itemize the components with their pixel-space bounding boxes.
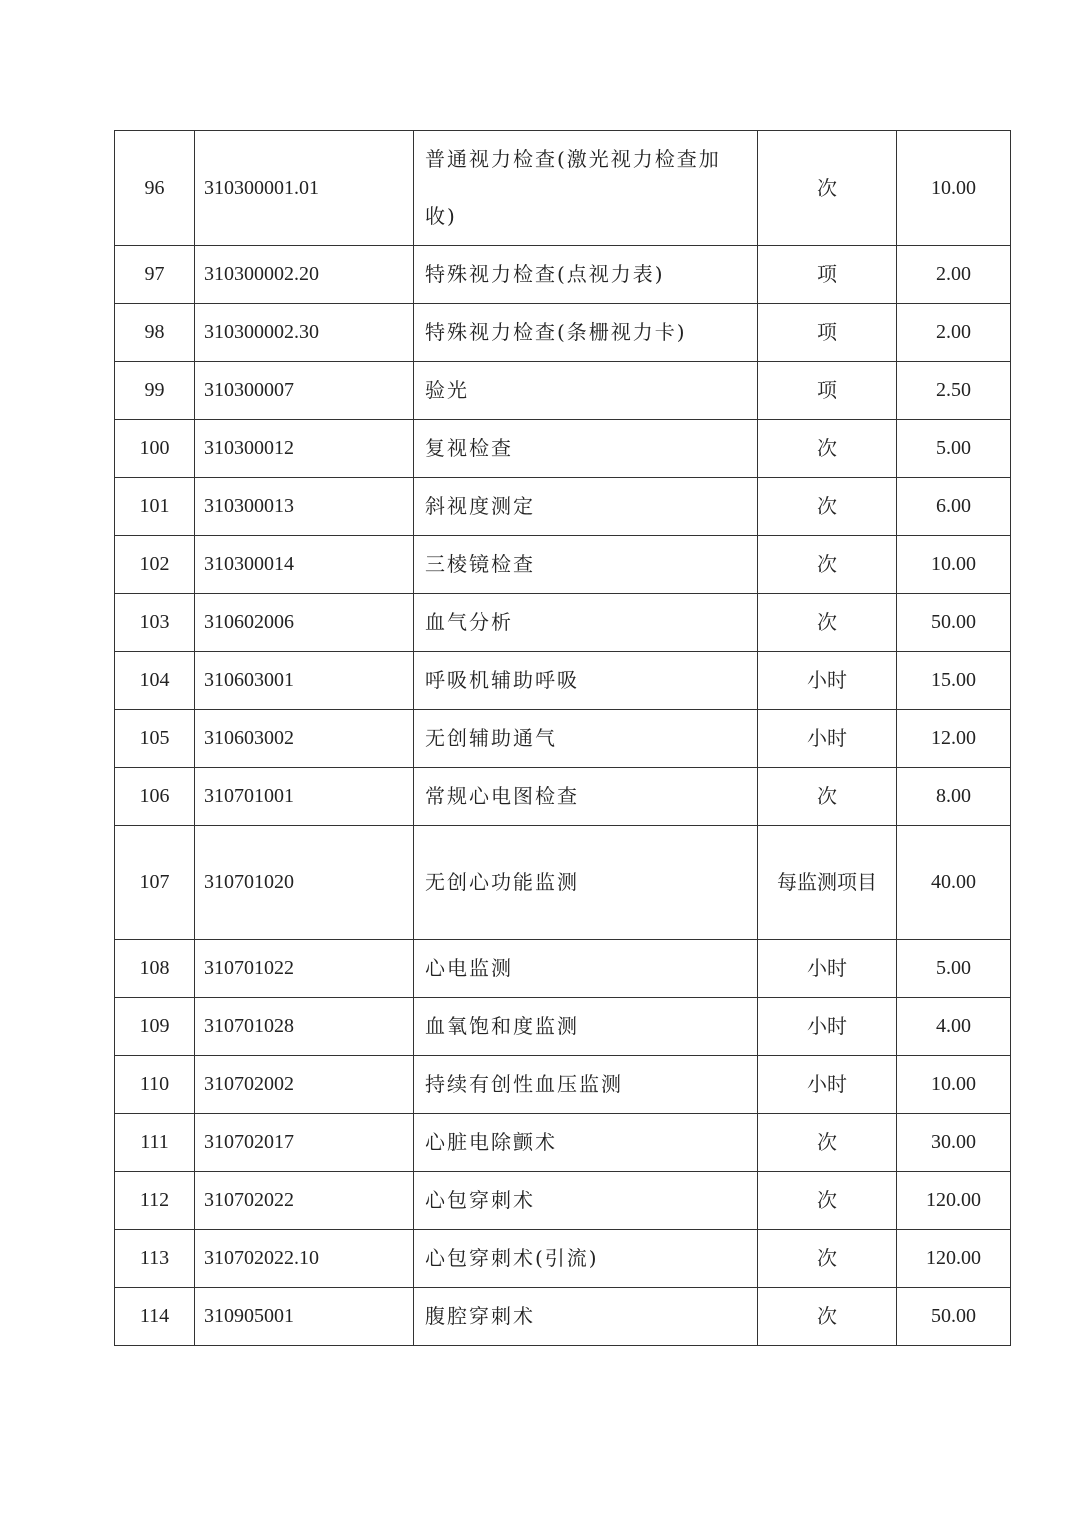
item-name: 血氧饱和度监测 xyxy=(414,998,758,1056)
item-price: 2.00 xyxy=(897,246,1011,304)
item-code: 310300007 xyxy=(195,362,414,420)
item-code: 310701020 xyxy=(195,826,414,940)
item-name: 血气分析 xyxy=(414,594,758,652)
item-unit: 小时 xyxy=(758,998,897,1056)
item-name: 复视检查 xyxy=(414,420,758,478)
item-name: 验光 xyxy=(414,362,758,420)
table-row xyxy=(115,710,1011,768)
table-row xyxy=(115,536,1011,594)
item-price: 5.00 xyxy=(897,420,1011,478)
row-number: 102 xyxy=(115,536,195,594)
table-row xyxy=(115,246,1011,304)
item-price: 10.00 xyxy=(897,1056,1011,1114)
item-unit: 次 xyxy=(758,1288,897,1346)
item-name: 特殊视力检查(点视力表) xyxy=(414,246,758,304)
item-unit: 小时 xyxy=(758,652,897,710)
item-code: 310701028 xyxy=(195,998,414,1056)
item-price: 40.00 xyxy=(897,826,1011,940)
item-price: 30.00 xyxy=(897,1114,1011,1172)
row-number: 107 xyxy=(115,826,195,940)
row-number: 109 xyxy=(115,998,195,1056)
item-code: 310603001 xyxy=(195,652,414,710)
item-price: 50.00 xyxy=(897,594,1011,652)
table-row xyxy=(115,826,1011,940)
table-row xyxy=(115,652,1011,710)
row-number: 100 xyxy=(115,420,195,478)
row-number: 108 xyxy=(115,940,195,998)
table-row xyxy=(115,362,1011,420)
item-name: 心脏电除颤术 xyxy=(414,1114,758,1172)
item-unit: 次 xyxy=(758,594,897,652)
item-price: 120.00 xyxy=(897,1172,1011,1230)
table-row xyxy=(115,768,1011,826)
item-price: 15.00 xyxy=(897,652,1011,710)
row-number: 110 xyxy=(115,1056,195,1114)
item-unit: 小时 xyxy=(758,1056,897,1114)
item-unit: 每监测项目 xyxy=(758,826,897,940)
price-table-body xyxy=(115,131,1011,1346)
row-number: 105 xyxy=(115,710,195,768)
row-number: 99 xyxy=(115,362,195,420)
row-number: 106 xyxy=(115,768,195,826)
item-price: 50.00 xyxy=(897,1288,1011,1346)
item-unit: 次 xyxy=(758,536,897,594)
item-unit: 项 xyxy=(758,304,897,362)
item-unit: 次 xyxy=(758,420,897,478)
item-name: 无创心功能监测 xyxy=(414,826,758,940)
item-code: 310602006 xyxy=(195,594,414,652)
item-code: 310300014 xyxy=(195,536,414,594)
item-name: 斜视度测定 xyxy=(414,478,758,536)
table-row xyxy=(115,420,1011,478)
item-price: 6.00 xyxy=(897,478,1011,536)
table-row xyxy=(115,478,1011,536)
row-number: 103 xyxy=(115,594,195,652)
item-unit: 项 xyxy=(758,246,897,304)
row-number: 112 xyxy=(115,1172,195,1230)
item-price: 4.00 xyxy=(897,998,1011,1056)
row-number: 111 xyxy=(115,1114,195,1172)
item-name: 特殊视力检查(条栅视力卡) xyxy=(414,304,758,362)
table-row xyxy=(115,131,1011,246)
item-unit: 次 xyxy=(758,768,897,826)
item-code: 310300001.01 xyxy=(195,131,414,246)
table-row xyxy=(115,998,1011,1056)
item-name: 腹腔穿刺术 xyxy=(414,1288,758,1346)
item-price: 2.50 xyxy=(897,362,1011,420)
item-unit: 小时 xyxy=(758,710,897,768)
item-name: 普通视力检查(激光视力检查加收) xyxy=(414,131,758,246)
item-price: 10.00 xyxy=(897,131,1011,246)
item-name: 心包穿刺术 xyxy=(414,1172,758,1230)
item-name: 常规心电图检查 xyxy=(414,768,758,826)
table-row xyxy=(115,1114,1011,1172)
item-name: 心包穿刺术(引流) xyxy=(414,1230,758,1288)
item-unit: 次 xyxy=(758,1230,897,1288)
item-price: 2.00 xyxy=(897,304,1011,362)
table-row xyxy=(115,304,1011,362)
item-unit: 次 xyxy=(758,1172,897,1230)
price-table xyxy=(114,130,1011,1346)
item-price: 8.00 xyxy=(897,768,1011,826)
item-code: 310603002 xyxy=(195,710,414,768)
item-unit: 次 xyxy=(758,1114,897,1172)
table-row xyxy=(115,594,1011,652)
row-number: 114 xyxy=(115,1288,195,1346)
item-unit: 次 xyxy=(758,131,897,246)
row-number: 113 xyxy=(115,1230,195,1288)
item-code: 310300002.20 xyxy=(195,246,414,304)
table-row xyxy=(115,940,1011,998)
item-unit: 项 xyxy=(758,362,897,420)
item-code: 310300002.30 xyxy=(195,304,414,362)
table-row xyxy=(115,1230,1011,1288)
item-code: 310702002 xyxy=(195,1056,414,1114)
item-code: 310300013 xyxy=(195,478,414,536)
item-name: 呼吸机辅助呼吸 xyxy=(414,652,758,710)
item-code: 310905001 xyxy=(195,1288,414,1346)
table-row xyxy=(115,1172,1011,1230)
item-name: 心电监测 xyxy=(414,940,758,998)
item-code: 310300012 xyxy=(195,420,414,478)
item-unit: 次 xyxy=(758,478,897,536)
item-unit: 小时 xyxy=(758,940,897,998)
item-code: 310701022 xyxy=(195,940,414,998)
item-code: 310701001 xyxy=(195,768,414,826)
item-price: 10.00 xyxy=(897,536,1011,594)
item-name: 三棱镜检查 xyxy=(414,536,758,594)
row-number: 104 xyxy=(115,652,195,710)
item-name: 无创辅助通气 xyxy=(414,710,758,768)
table-row xyxy=(115,1288,1011,1346)
item-price: 5.00 xyxy=(897,940,1011,998)
item-price: 120.00 xyxy=(897,1230,1011,1288)
item-price: 12.00 xyxy=(897,710,1011,768)
row-number: 101 xyxy=(115,478,195,536)
item-code: 310702017 xyxy=(195,1114,414,1172)
row-number: 96 xyxy=(115,131,195,246)
row-number: 98 xyxy=(115,304,195,362)
table-row xyxy=(115,1056,1011,1114)
row-number: 97 xyxy=(115,246,195,304)
item-code: 310702022.10 xyxy=(195,1230,414,1288)
item-code: 310702022 xyxy=(195,1172,414,1230)
item-name: 持续有创性血压监测 xyxy=(414,1056,758,1114)
